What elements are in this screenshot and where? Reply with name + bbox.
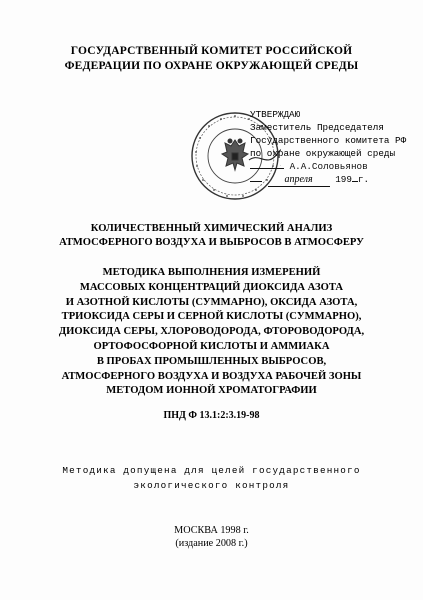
approval-position-line-1: Заместитель Председателя bbox=[250, 122, 384, 133]
method-title-line: ДИОКСИДА СЕРЫ, ХЛОРОВОДОРОДА, ФТОРОВОДОРОДА, bbox=[58, 326, 365, 338]
method-title-line: И АЗОТНОЙ КИСЛОТЫ (СУММАРНО), ОКСИДА АЗОТА, bbox=[65, 296, 358, 308]
method-title bbox=[30, 266, 393, 399]
category-line-1: КОЛИЧЕСТВЕННЫЙ ХИМИЧЕСКИЙ АНАЛИЗ bbox=[90, 223, 333, 234]
publication-footer bbox=[40, 524, 383, 550]
edition-note: (издание 2008 г.) bbox=[175, 538, 248, 549]
method-title-line: МАССОВЫХ КОНЦЕНТРАЦИЙ ДИОКСИДА АЗОТА bbox=[79, 281, 344, 293]
approval-position-line-2: Государственного комитета РФ bbox=[250, 135, 407, 146]
category-line-2: АТМОСФЕРНОГО ВОЗДУХА И ВЫБРОСОВ В АТМОСФЕРУ bbox=[59, 237, 364, 248]
method-title-line: МЕТОДОМ ИОННОЙ ХРОМАТОГРАФИИ bbox=[106, 385, 317, 397]
allowance-line-2: экологического контроля bbox=[133, 480, 290, 491]
approval-year-suffix: г. bbox=[357, 174, 370, 185]
method-title-line: АТМОСФЕРНОГО ВОЗДУХА И ВОЗДУХА РАБОЧЕЙ ЗОНЫ bbox=[61, 370, 362, 382]
approval-month: апреля bbox=[268, 173, 330, 187]
allowance-note bbox=[30, 463, 393, 493]
city-year: МОСКВА 1998 г. bbox=[174, 525, 249, 536]
allowance-line-1: Методика допущена для целей государственного bbox=[62, 465, 361, 476]
authority-line-2: ФЕДЕРАЦИИ ПО ОХРАНЕ ОКРУЖАЮЩЕЙ СРЕДЫ bbox=[64, 60, 359, 72]
issuing-authority bbox=[40, 44, 383, 74]
method-title-line: ОРТОФОСФОРНОЙ КИСЛОТЫ И АММИАКА bbox=[93, 340, 330, 352]
approval-position-line-3: по охране окружающей среды bbox=[250, 148, 396, 159]
approval-block bbox=[250, 108, 420, 187]
document-category bbox=[40, 222, 383, 250]
method-title-line: В ПРОБАХ ПРОМЫШЛЕННЫХ ВЫБРОСОВ, bbox=[96, 355, 327, 367]
approval-signer: А.А.Соловьянов bbox=[289, 161, 368, 172]
approval-date-row bbox=[250, 173, 420, 187]
document-code: ПНД Ф 13.1:2:3.19-98 bbox=[163, 410, 260, 421]
method-title-line: МЕТОДИКА ВЫПОЛНЕНИЯ ИЗМЕРЕНИЙ bbox=[102, 267, 321, 278]
method-title-line: ТРИОКСИДА СЕРЫ И СЕРНОЙ КИСЛОТЫ (СУММАРНО), bbox=[61, 311, 362, 323]
approval-signer-row bbox=[250, 160, 420, 173]
authority-line-1: ГОСУДАРСТВЕННЫЙ КОМИТЕТ РОССИЙСКОЙ bbox=[70, 45, 353, 57]
signature-line bbox=[250, 168, 284, 169]
day-line bbox=[250, 181, 262, 182]
approval-year-prefix: 199 bbox=[335, 174, 352, 185]
approval-label: УТВЕРЖДАЮ bbox=[250, 109, 301, 120]
